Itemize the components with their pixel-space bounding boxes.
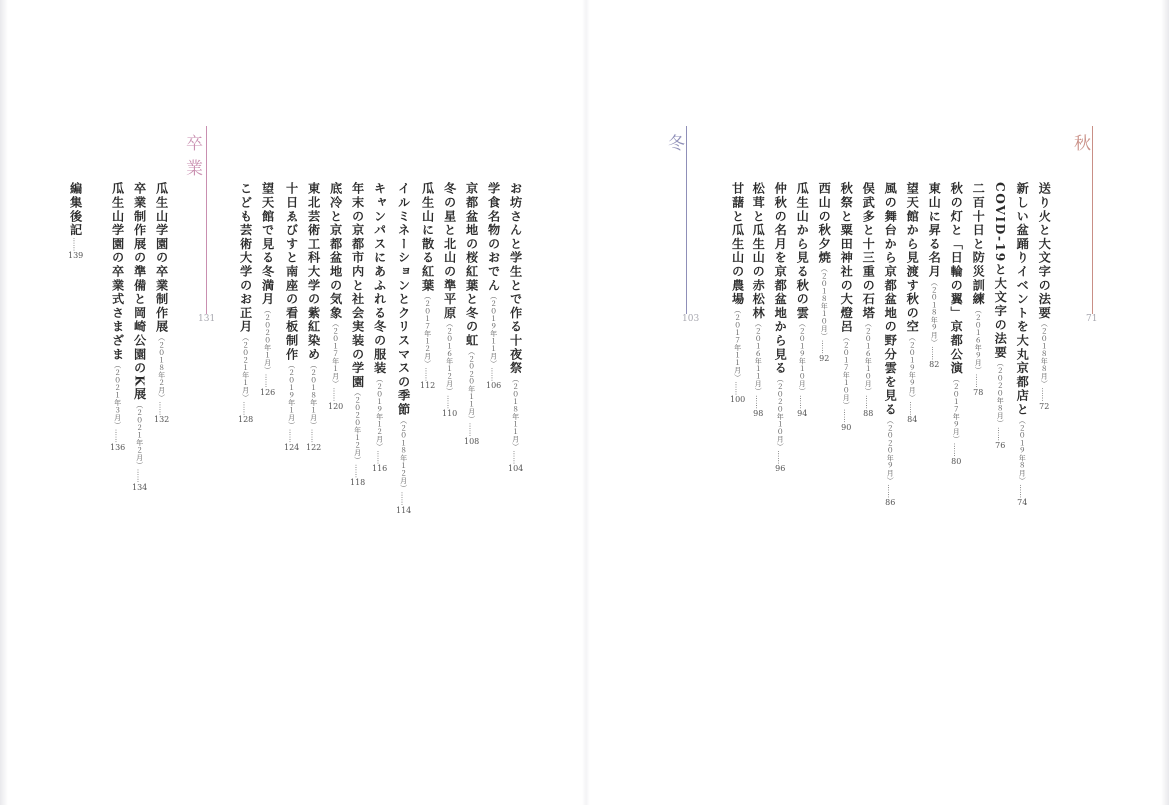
toc-entry-page: 106 (486, 381, 502, 391)
toc-entry[interactable] (840, 182, 852, 432)
leader-dots: …… (287, 428, 296, 443)
toc-entry-date: （２０１７年１０月） (842, 333, 851, 409)
toc-entry-date: （２０１８年１月） (309, 361, 318, 429)
leader-dots: …… (798, 395, 807, 409)
toc-entry[interactable] (1038, 182, 1050, 411)
leader-dots: …… (1018, 484, 1027, 499)
toc-entry[interactable] (508, 182, 523, 473)
toc-entry[interactable] (328, 182, 343, 411)
toc-entry-date: （２０２０年１１月） (467, 347, 476, 423)
toc-entry-title: キャンパスにあふれる冬の服装 (372, 182, 387, 376)
toc-entry-title: 松茸と瓜生山の赤松林 (751, 182, 766, 320)
toc-entry-title: 瓜生山に散る紅葉 (420, 182, 435, 293)
toc-entry-title: 東北芸術工科大学の紫紅染め (306, 182, 321, 362)
toc-entry-page: 74 (1017, 498, 1028, 508)
toc-entry[interactable] (1016, 182, 1028, 507)
toc-entry[interactable] (238, 182, 253, 424)
toc-entry-title: 二百十日と防災訓練 (971, 182, 986, 307)
toc-entry-title: こども芸術大学のお正月 (238, 182, 253, 334)
leader-dots: …… (842, 408, 851, 423)
leader-dots: …… (399, 491, 408, 506)
leader-dots: …… (113, 428, 122, 443)
toc-entry-title: 望天館で見る冬満月 (260, 182, 275, 307)
toc-entry-date: （２０１７年１月） (331, 320, 340, 388)
leader-dots: …… (467, 422, 476, 437)
toc-entry-title: 東山に昇る名月 (927, 182, 942, 279)
leader-dots: …… (974, 373, 983, 388)
toc-entry-date: （２０１９年１月） (287, 361, 296, 429)
toc-entry-title: 望天館から見渡す秋の空 (905, 182, 920, 334)
toc-entry-date: （２０１９年１１月） (489, 292, 498, 368)
toc-entry-title: 仲秋の名月を京都盆地から見る (773, 182, 788, 376)
toc-entry-date: （２０１８年８月） (1040, 320, 1049, 388)
toc-entry-date: （２０２１年３月） (113, 361, 122, 429)
toc-entry-page: 126 (260, 387, 276, 397)
toc-entry[interactable] (994, 182, 1006, 450)
toc-entry-page: 104 (508, 464, 524, 474)
toc-entry-page: 124 (284, 442, 300, 452)
toc-entry-page: 90 (841, 422, 852, 432)
toc-entry-page: 94 (797, 409, 808, 418)
leader-dots: …… (263, 373, 272, 388)
toc-entry-page: 72 (1039, 401, 1050, 411)
leader-dots: …… (908, 401, 917, 416)
toc-entry-title: 冬の星と北山の準平原 (442, 182, 457, 320)
toc-entry-date: （２０１６年１０月） (864, 320, 873, 395)
toc-entry-page: 96 (775, 464, 786, 474)
toc-entry-page: 76 (995, 440, 1006, 450)
toc-entry[interactable] (796, 182, 808, 418)
toc-entry[interactable] (260, 182, 275, 397)
toc-entry-page: 80 (951, 456, 962, 466)
toc-entry-date: （２０１７年１１月） (733, 306, 742, 382)
leader-dots: …… (489, 367, 498, 382)
leader-dots: …… (353, 464, 362, 478)
toc-entry-page: 120 (328, 401, 344, 411)
toc-entry-title: イルミネーションとクリスマスの季節 (396, 182, 411, 417)
toc-entry-date: （２０１８年１１月） (511, 375, 520, 451)
toc-entry-date: （２０１８年１２月） (399, 416, 408, 492)
toc-entry-date: （２０１６年９月） (974, 306, 983, 374)
toc-entry-title: 秋祭と粟田神社の大燈呂 (839, 182, 854, 334)
toc-entry-page: 112 (420, 381, 436, 391)
toc-entry-page: 84 (907, 415, 918, 425)
toc-entry-title: 新しい盆踊りイベントを大丸京都店と (1015, 182, 1030, 417)
section-page-number: 71 (1086, 314, 1098, 324)
toc-entry-page: 136 (110, 442, 126, 452)
toc-entry-date: （２０１９年９月） (908, 333, 917, 402)
toc-entry-page: 88 (863, 409, 874, 418)
toc-entry-page: 139 (68, 251, 84, 261)
leader-dots: …… (135, 468, 144, 483)
leader-dots: …… (864, 395, 873, 409)
toc-entry-title: お坊さんと学生とで作る十夜祭 (508, 182, 523, 376)
toc-entry-date: （２０１７年１２月） (423, 292, 432, 368)
leader-dots: …… (157, 401, 166, 416)
toc-entry-title: 年末の京都市内と社会実装の学園 (350, 182, 365, 389)
toc-entry-date: （２０１９年８月） (1018, 416, 1027, 485)
toc-entry-page: 114 (396, 505, 412, 515)
section-page-number: 103 (682, 314, 700, 324)
leader-dots: …… (511, 450, 520, 465)
toc-entry-title: 瓜生山から見る秋の雲 (795, 182, 810, 320)
toc-entry[interactable] (774, 182, 786, 473)
section-autumn (1066, 126, 1098, 326)
toc-entry-page: 122 (306, 442, 322, 452)
toc-entry[interactable] (862, 182, 874, 418)
toc-entry[interactable] (284, 182, 299, 452)
leader-dots: …… (445, 395, 454, 409)
toc-entry[interactable] (464, 182, 479, 446)
toc-entry-date: （２０１８年１０月） (820, 264, 829, 340)
toc-entry-date: （２０１８年９月） (930, 278, 939, 347)
leader-dots: …… (71, 237, 80, 252)
leader-dots: …… (733, 381, 742, 396)
leader-dots: …… (776, 450, 785, 465)
section-page-number: 131 (198, 314, 216, 324)
toc-entry-page: 110 (442, 409, 458, 418)
toc-entry-date: （２０２１年２月） (135, 401, 144, 469)
section-title: 卒業 (182, 134, 202, 184)
toc-entry-title: 俣武多と十三重の石塔 (861, 182, 876, 320)
toc-entry-title: 風の舞台から京都盆地の野分雲を見る (883, 182, 898, 417)
toc-entry[interactable] (420, 182, 435, 390)
toc-entry[interactable] (752, 182, 764, 418)
leader-dots: …… (952, 442, 961, 457)
toc-entry-date: （２０１９年１０月） (798, 320, 807, 395)
section-rule (206, 126, 207, 314)
page-edge-right (1161, 0, 1169, 805)
toc-entry-date: （２０２０年１月） (263, 306, 272, 374)
toc-entry-title: 底冷と京都盆地の気象 (328, 182, 343, 320)
toc-entry-page: 128 (238, 415, 254, 425)
toc-entry-date: （２０１７年９月） (952, 375, 961, 443)
toc-entry-title: 十日ゑびすと南座の看板制作 (284, 182, 299, 362)
leader-dots: …… (754, 395, 763, 409)
toc-entry-page: 108 (464, 436, 480, 446)
toc-entry-title: 秋の灯と「日輪の翼」京都公演 (949, 182, 964, 376)
toc-entry-title: 西山の秋夕焼 (817, 182, 832, 265)
toc-entry[interactable] (372, 182, 387, 473)
toc-entry-page: 82 (929, 360, 940, 370)
toc-entry[interactable] (818, 182, 830, 363)
toc-entry[interactable] (154, 182, 169, 424)
toc-entry-date: （２０１６年１１月） (754, 320, 763, 395)
leader-dots: …… (423, 367, 432, 382)
toc-entry-page: 116 (372, 464, 388, 474)
toc-entry[interactable] (950, 182, 962, 466)
toc-entry-date: （２０２０年９月） (886, 416, 895, 485)
toc-entry[interactable] (132, 182, 147, 492)
toc-entry-title: 学食名物のおでん (486, 182, 501, 293)
leader-dots: …… (375, 450, 384, 465)
toc-entry-page: 86 (885, 498, 896, 508)
toc-entry-date: （２０１６年１２月） (445, 320, 454, 395)
toc-entry-title: 卒業制作展の準備と岡崎公園のK展 (132, 182, 147, 402)
toc-entry-date: （２０１８年２月） (157, 333, 166, 402)
toc-entry-page: 78 (973, 387, 984, 397)
leader-dots: …… (996, 426, 1005, 441)
toc-entry[interactable] (906, 182, 918, 424)
toc-entry-date: （２０２０年８月） (996, 359, 1005, 427)
toc-entry[interactable] (972, 182, 984, 397)
toc-entry-page: 92 (819, 353, 830, 363)
toc-entry-page: 98 (753, 409, 764, 418)
toc-entry[interactable] (68, 182, 83, 260)
toc-entry[interactable] (730, 182, 745, 404)
toc-entry-title: 甘藷と瓜生山の農場 (730, 182, 745, 307)
toc-entry-title: 送り火と大文字の法要 (1037, 182, 1052, 320)
section-title: 冬 (664, 134, 684, 159)
toc-entry-title: COVID-19と大文字の法要 (993, 182, 1008, 360)
toc-entry-title: 京都盆地の桜紅葉と冬の虹 (464, 182, 479, 348)
toc-entry[interactable] (928, 182, 940, 369)
leader-dots: …… (331, 387, 340, 402)
toc-entry-date: （２０１９年１２月） (375, 375, 384, 451)
book-gutter (582, 0, 590, 805)
toc-entry[interactable] (884, 182, 896, 507)
leader-dots: …… (309, 428, 318, 443)
section-title: 秋 (1070, 134, 1090, 159)
toc-entry[interactable] (442, 182, 457, 418)
toc-entry[interactable] (306, 182, 321, 452)
section-graduation (178, 126, 216, 326)
toc-entry-title: 瓜生山学園の卒業式さまざま (110, 182, 125, 362)
toc-entry-date: （２０２０年１２月） (353, 389, 362, 464)
toc-entry[interactable] (486, 182, 501, 390)
leader-dots: …… (820, 339, 829, 354)
toc-entry[interactable] (110, 182, 125, 452)
toc-entry-page: 100 (730, 395, 746, 405)
toc-entry-page: 118 (350, 478, 366, 487)
toc-entry-title: 編集後記 (68, 182, 83, 238)
leader-dots: …… (930, 346, 939, 361)
leader-dots: …… (1040, 387, 1049, 402)
toc-entry-page: 134 (132, 482, 148, 492)
section-winter (660, 126, 700, 326)
leader-dots: …… (886, 484, 895, 499)
toc-entry-date: （２０２０年１０月） (776, 375, 785, 451)
page-edge-left (0, 0, 8, 805)
leader-dots: …… (241, 401, 250, 416)
toc-entry-page: 132 (154, 415, 170, 425)
toc-entry[interactable] (396, 182, 411, 515)
toc-entry-date: （２０２１年１月） (241, 333, 250, 402)
toc-entry[interactable] (350, 182, 365, 487)
toc-entry-title: 瓜生山学園の卒業制作展 (154, 182, 169, 334)
